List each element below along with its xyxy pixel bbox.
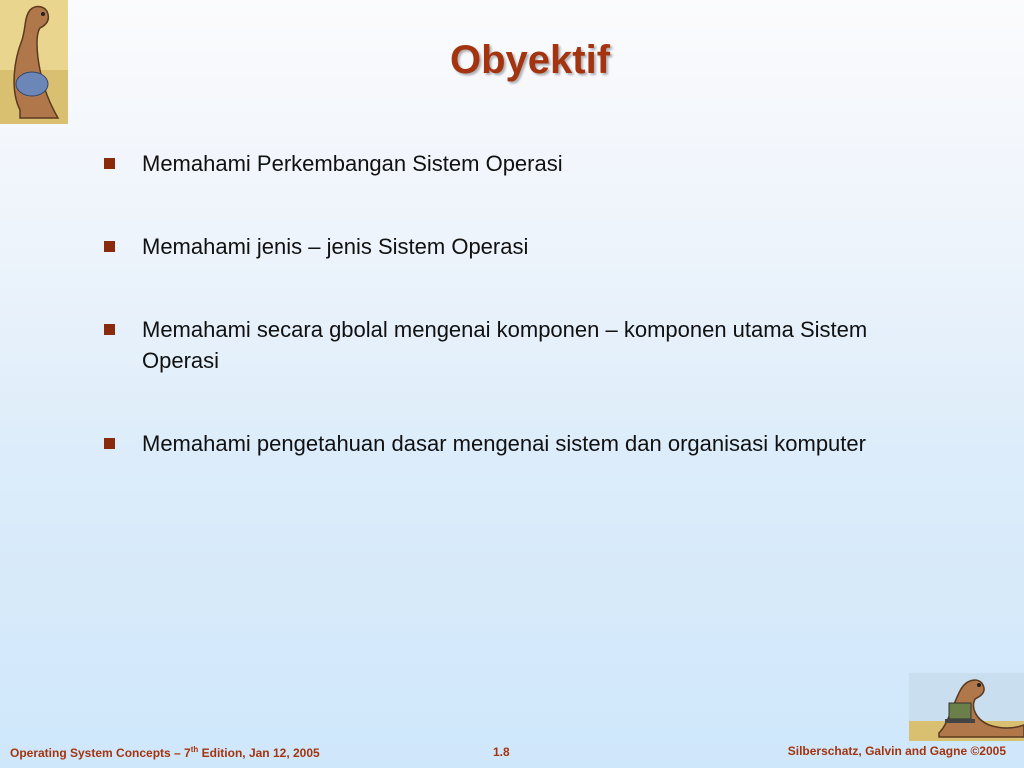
list-item: [104, 231, 904, 262]
page-number: 1.8: [493, 745, 510, 759]
bullet-text: Memahami secara gbolal mengenai komponen – komponen utama Sistem Operasi: [142, 317, 868, 373]
slide-title: Obyektif: [449, 38, 611, 82]
footer-book-sup: th: [190, 745, 199, 754]
list-item: [104, 148, 904, 179]
bullet-square-icon: [104, 324, 115, 335]
bullet-text: Memahami Perkembangan Sistem Operasi: [142, 151, 563, 176]
bullet-text: Memahami pengetahuan dasar mengenai sistem dan organisasi komputer: [142, 431, 866, 456]
bullet-square-icon: [104, 438, 115, 449]
footer-copyright: Silberschatz, Galvin and Gagne ©2005: [787, 744, 1006, 758]
objectives-list: [104, 148, 904, 511]
footer-book-info: [10, 745, 320, 760]
bullet-square-icon: [104, 241, 115, 252]
footer-book-prefix: Operating System Concepts – 7: [10, 746, 191, 760]
list-item: [104, 314, 904, 376]
list-item: [104, 428, 904, 459]
dinosaur-laptop-logo-bottom: [909, 673, 1024, 741]
footer-book-suffix: Edition, Jan 12, 2005: [198, 746, 320, 760]
bullet-text: Memahami jenis – jenis Sistem Operasi: [142, 234, 529, 259]
bullet-square-icon: [104, 158, 115, 169]
